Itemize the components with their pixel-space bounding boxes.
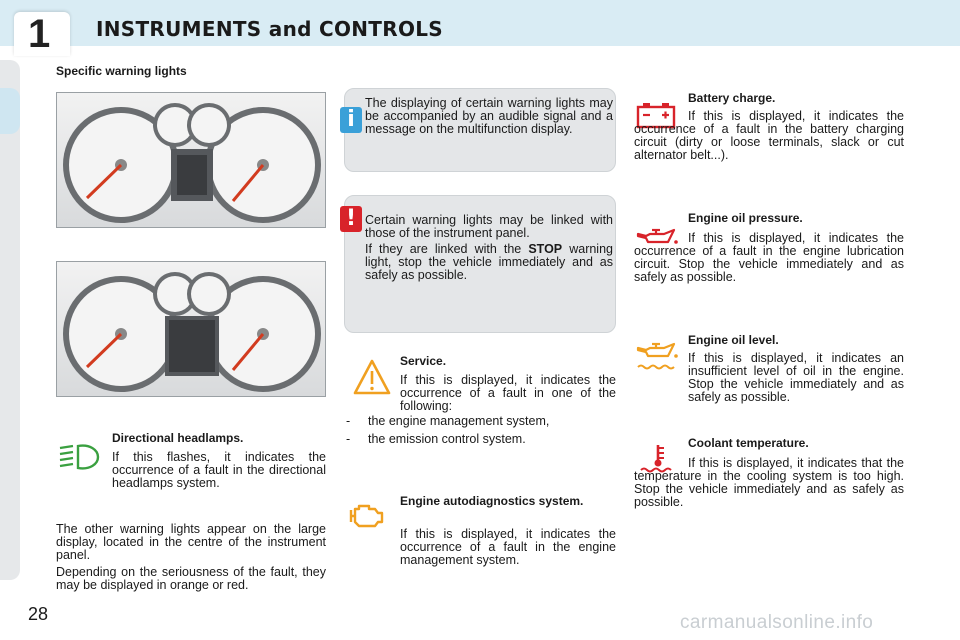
- warning-box-text-2: [365, 243, 613, 282]
- oil-level-title: Engine oil level.: [688, 333, 779, 347]
- engine-autodiagnostics-text: If this is displayed, it indicates the occurrence of a fault in the engine management system.: [400, 527, 616, 567]
- service-list-item-1: the engine management system,: [368, 414, 550, 428]
- directional-headlamps-icon: [56, 442, 102, 472]
- info-box: [344, 88, 616, 172]
- instrument-cluster-image-2: [56, 261, 326, 397]
- service-list-dash-1: -: [346, 414, 351, 428]
- coolant-title: Coolant temperature.: [688, 436, 809, 450]
- oil-level-text: If this is displayed, it indicates an insufficient level of oil in the engine. Stop the vehicle immediately and as safely as possible.: [688, 351, 904, 404]
- stop-keyword: STOP: [528, 242, 563, 256]
- warning-box: [344, 195, 616, 333]
- info-icon: i: [340, 107, 362, 133]
- oil-pressure-text: If this is displayed, it indicates the occurrence of a fault in the engine lubrication circuit. Stop the vehicle immediately and as safely as possible.: [634, 231, 904, 284]
- engine-icon: [346, 500, 386, 530]
- directional-headlamps-text: If this flashes, it indicates the occurrence of a fault in the directional headlamps system.: [112, 450, 326, 490]
- section-title: Specific warning lights: [56, 64, 187, 78]
- page-title: INSTRUMENTS and CONTROLS: [96, 17, 444, 41]
- oil-level-icon: [634, 340, 680, 374]
- instrument-cluster-image-1: [56, 92, 326, 228]
- directional-headlamps-title: Directional headlamps.: [112, 431, 244, 445]
- side-band-highlight: [0, 88, 20, 134]
- coolant-text: If this is displayed, it indicates that the temperature in the cooling system is too high. Stop the vehicle immediately and as safely as possible.: [634, 456, 904, 509]
- warning-box-text-1: Certain warning lights may be linked with those of the instrument panel.: [365, 213, 613, 240]
- battery-title: Battery charge.: [688, 91, 776, 105]
- service-text: If this is displayed, it indicates the occurrence of a fault in one of the following:: [400, 373, 616, 413]
- service-list-dash-2: -: [346, 432, 351, 446]
- warning-box-text-2-after: warning light, stop the vehicle immediately and as safely as possible.: [365, 242, 613, 282]
- watermark: carmanualsonline.info: [680, 612, 874, 633]
- other-lights-text-1: The other warning lights appear on the large display, located in the centre of the instrument panel.: [56, 522, 326, 562]
- service-title: Service.: [400, 354, 447, 368]
- page-number: 28: [28, 604, 49, 624]
- oil-pressure-title: Engine oil pressure.: [688, 211, 803, 225]
- info-box-text: The displaying of certain warning lights may be accompanied by an audible signal and a message on the multifunction display.: [365, 96, 613, 136]
- engine-autodiagnostics-title: Engine autodiagnostics system.: [400, 494, 584, 508]
- chapter-number: 1: [28, 12, 51, 56]
- battery-text: If this is displayed, it indicates the occurrence of a fault in the battery charging circuit (dirty or loose terminals, slack or cut alternator belt...).: [634, 109, 904, 162]
- warning-box-text-2-before: If they are linked with the: [365, 242, 522, 256]
- service-warning-triangle-icon: [352, 358, 392, 396]
- service-list-item-2: the emission control system.: [368, 432, 526, 446]
- warning-box-content: [365, 214, 613, 282]
- exclamation-icon: !: [340, 206, 362, 232]
- side-band: [0, 60, 20, 580]
- other-lights-text-2: Depending on the seriousness of the fault, they may be displayed in orange or red.: [56, 565, 326, 592]
